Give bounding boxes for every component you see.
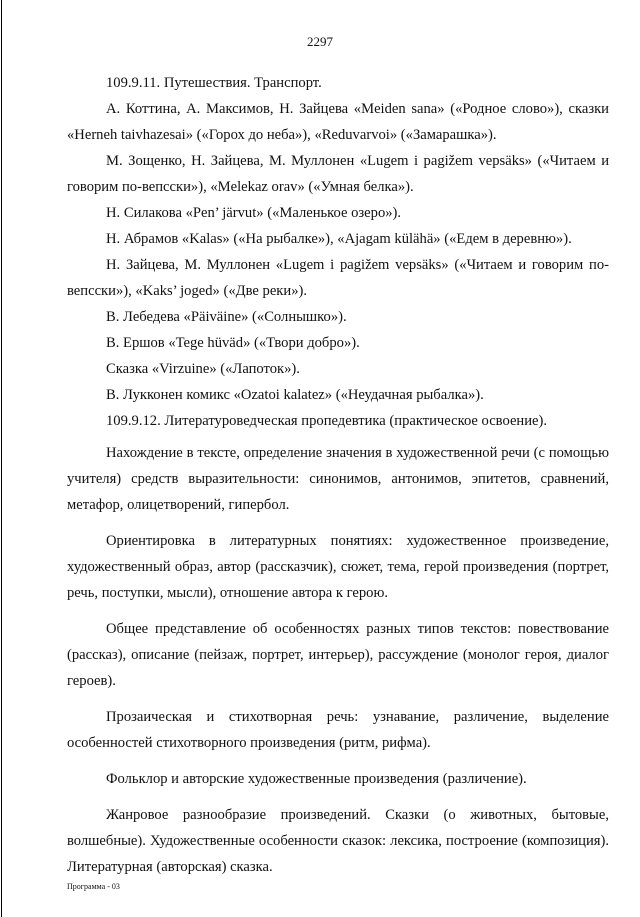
document-body xyxy=(67,70,609,880)
footer-program-label: Программа - 03 xyxy=(67,882,120,891)
paragraph: Общее представление об особенностях разных типов текстов: повествование (рассказ), описание (пейзаж, портрет, интерьер), рассуждение (монолог героя, диалог героев). xyxy=(67,621,609,689)
paragraph: Нахождение в тексте, определение значения в художественной речи (с помощью учителя) средств выразительности: синонимов, антонимов, эпитетов, сравнений, метафор, олицетворений, гипербол. xyxy=(67,445,609,513)
paragraph: Н. Абрамов «Kalas» («На рыбалке»), «Ajagam külähä» («Едем в деревню»). xyxy=(106,231,572,247)
paragraph: Фольклор и авторские художественные произведения (различение). xyxy=(106,771,527,787)
paragraph: Прозаическая и стихотворная речь: узнавание, различение, выделение особенностей стихотворного произведения (ритм, рифма). xyxy=(67,709,609,751)
paragraph: М. Зощенко, Н. Зайцева, М. Муллонен «Lugem i pagižem vepsäks» («Читаем и говорим по-вепсски»), «Melekaz orav» («Умная белка»). xyxy=(67,153,609,195)
scan-edge xyxy=(1,0,2,917)
paragraph: Жанровое разнообразие произведений. Сказки (о животных, бытовые, волшебные). Художественные особенности сказок: лексика, построение (композиция). Литературная (авторская) сказка. xyxy=(67,807,609,875)
section-heading-literary-propaedeutics: 109.9.12. Литературоведческая пропедевтика (практическое освоение). xyxy=(106,413,548,429)
paragraph: В. Лебедева «Päiväine» («Солнышко»). xyxy=(106,309,347,325)
paragraph: Ориентировка в литературных понятиях: художественное произведение, художественный образ, автор (рассказчик), сюжет, тема, герой произведения (портрет, речь, поступки, мысли), отношение автора к герою. xyxy=(67,533,609,601)
paragraph: Н. Силакова «Pen’ järvut» («Маленькое озеро»). xyxy=(106,205,402,221)
paragraph: Н. Зайцева, М. Муллонен «Lugem i pagižem vepsäks» («Читаем и говорим по-вепсски»), «Kaks’ joged» («Две реки»). xyxy=(67,257,609,299)
section-heading-travel: 109.9.11. Путешествия. Транспорт. xyxy=(106,75,322,91)
paragraph: А. Коттина, А. Максимов, Н. Зайцева «Meiden sana» («Родное слово»), сказки «Herneh taivhazesai» («Горох до неба»), «Reduvarvoi» («Замарашка»). xyxy=(67,101,609,143)
paragraph: В. Лукконен комикс «Ozatoi kalatez» («Неудачная рыбалка»). xyxy=(106,387,484,403)
paragraph: Сказка «Virzuine» («Лапоток»). xyxy=(106,361,300,377)
paragraph: В. Ершов «Tege hüväd» («Твори добро»). xyxy=(106,335,360,351)
page-number: 2297 xyxy=(307,34,333,49)
